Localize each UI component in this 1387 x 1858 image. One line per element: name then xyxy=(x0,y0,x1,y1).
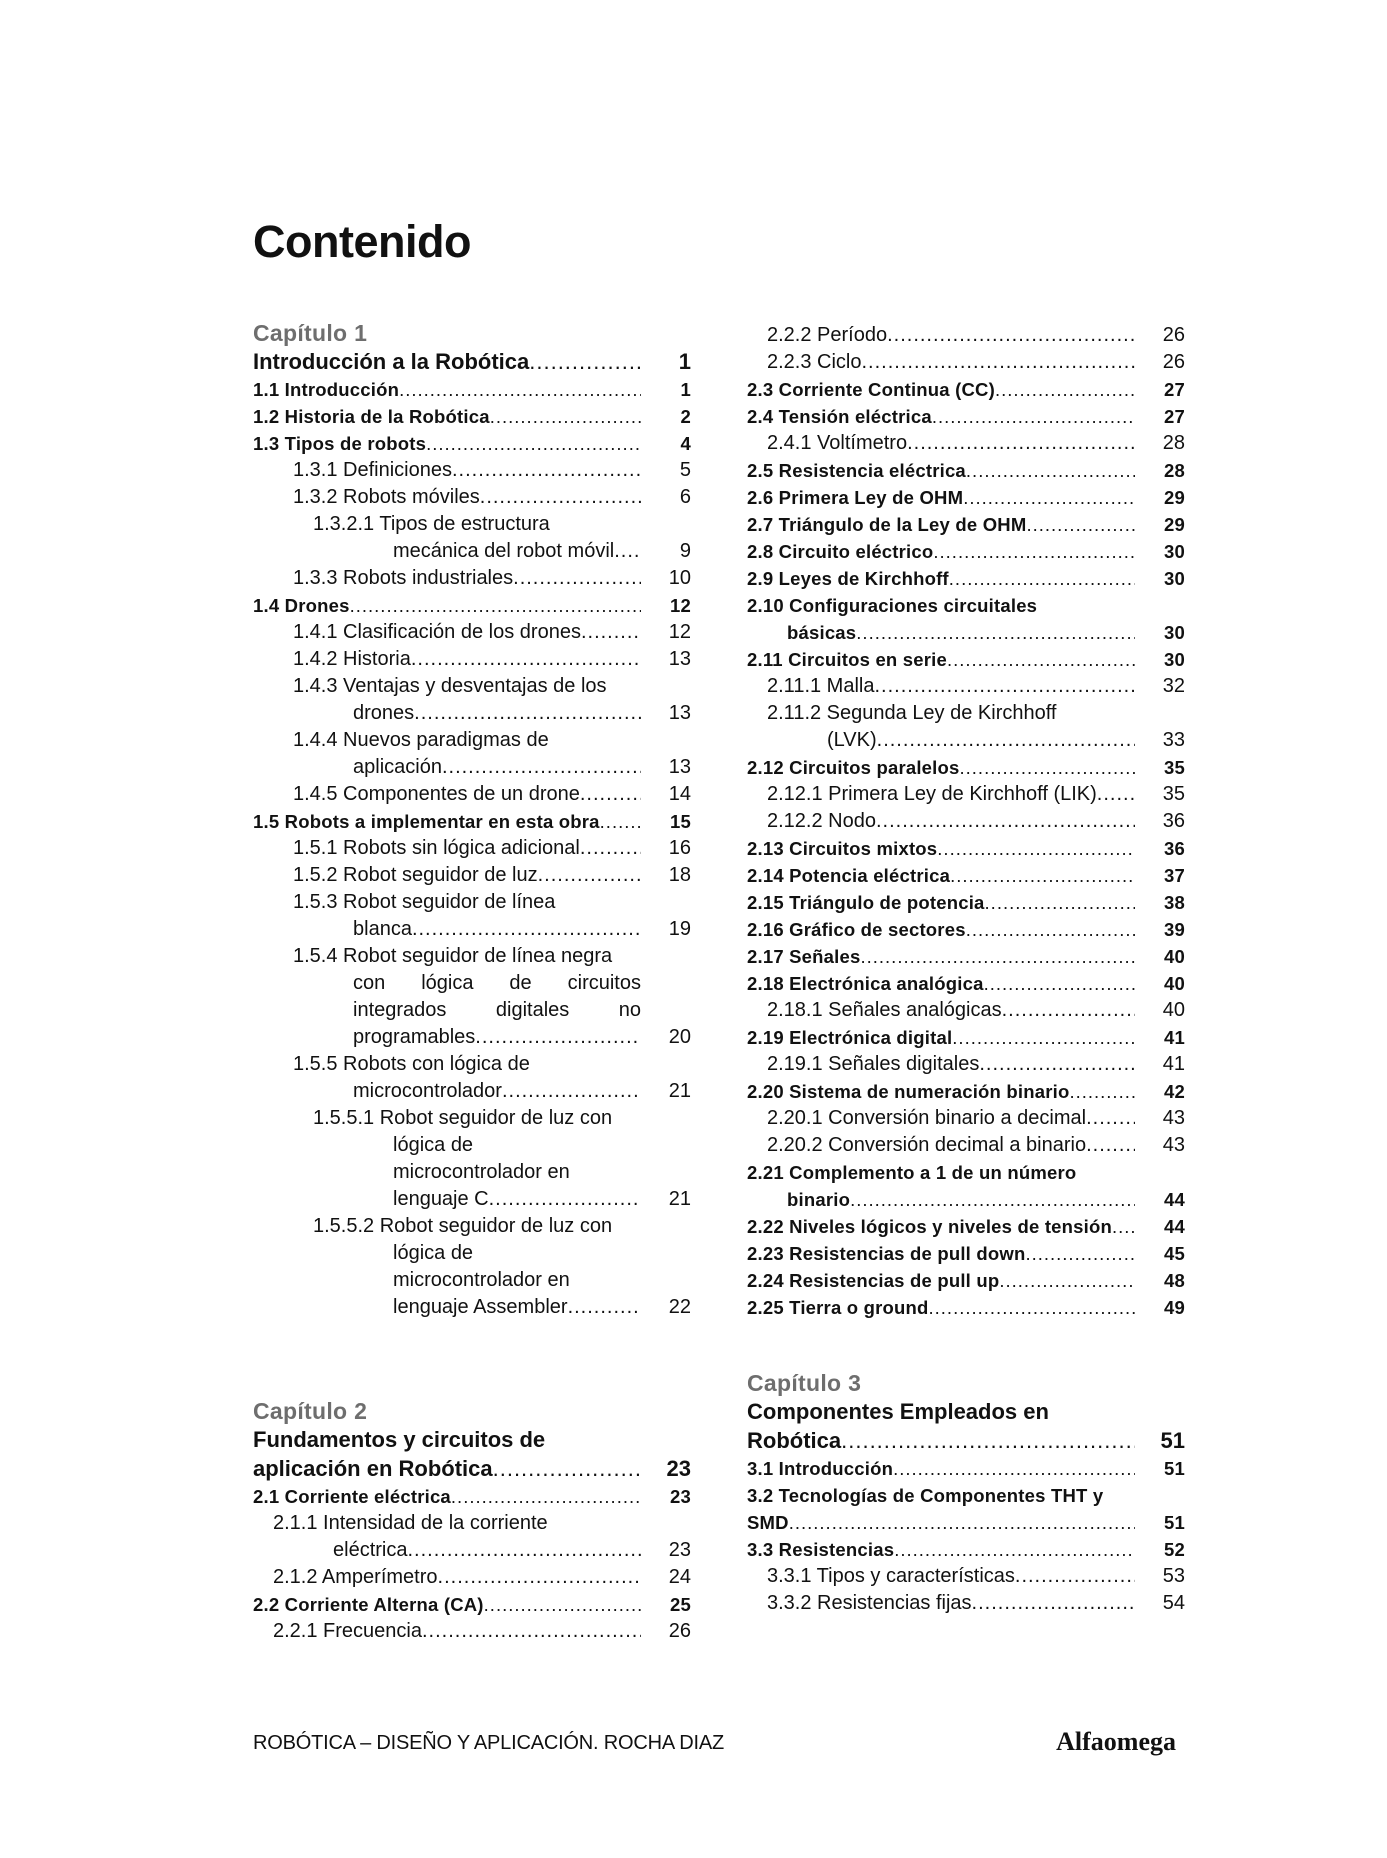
toc-entry[interactable]: 1.5 Robots a implementar en esta obra ..... 15 xyxy=(253,808,691,835)
toc-entry[interactable]: aplicación ..... 13 xyxy=(253,754,691,781)
toc-entry[interactable]: mecánica del robot móvil ..... 9 xyxy=(253,538,691,565)
toc-entry[interactable]: 1.1 Introducción ..... 1 xyxy=(253,376,691,403)
toc-entry[interactable]: programables ..... 20 xyxy=(253,1024,691,1051)
toc-entry[interactable]: 2.23 Resistencias de pull down ..... 45 xyxy=(747,1240,1185,1267)
toc-entry[interactable]: 2.2 Corriente Alterna (CA) ..... 25 xyxy=(253,1591,691,1618)
toc-entry[interactable]: 2.6 Primera Ley de OHM ..... 29 xyxy=(747,484,1185,511)
toc-entry[interactable]: 2.12.2 Nodo ..... 36 xyxy=(747,808,1185,835)
toc-entry[interactable]: eléctrica ..... 23 xyxy=(253,1537,691,1564)
toc-entry[interactable]: 1.3.1 Definiciones ..... 5 xyxy=(253,457,691,484)
toc-entry-line: 1.5.4 Robot seguidor de línea negra xyxy=(293,945,613,967)
toc-entry[interactable]: SMD ..... 51 xyxy=(747,1509,1185,1536)
toc-entry[interactable]: 2.2.1 Frecuencia ..... 26 xyxy=(253,1618,691,1645)
toc-entry[interactable]: 2.7 Triángulo de la Ley de OHM ..... 29 xyxy=(747,511,1185,538)
toc-entry-line: 2.10 Configuraciones circuitales xyxy=(747,595,1038,616)
toc-entry[interactable]: 2.11.1 Malla ..... 32 xyxy=(747,673,1185,700)
toc-entry[interactable]: 2.19 Electrónica digital ..... 41 xyxy=(747,1024,1185,1051)
toc-entry-line: 2.11.2 Segunda Ley de Kirchhoff xyxy=(767,702,1057,724)
toc-entry-line: 1.5.5.2 Robot seguidor de luz con xyxy=(313,1215,613,1237)
toc-entry-line: lógica de xyxy=(393,1242,474,1264)
toc-entry[interactable]: 2.4 Tensión eléctrica ..... 27 xyxy=(747,403,1185,430)
toc-entry-line: microcontrolador en xyxy=(393,1269,570,1291)
toc-entry[interactable]: 3.1 Introducción ..... 51 xyxy=(747,1455,1185,1482)
toc-entry[interactable]: 2.4.1 Voltímetro ..... 28 xyxy=(747,430,1185,457)
toc-entry[interactable]: lenguaje Assembler ..... 22 xyxy=(253,1294,691,1321)
toc-column-left xyxy=(253,320,691,1321)
toc-entry[interactable]: lenguaje C ..... 21 xyxy=(253,1186,691,1213)
toc-entry[interactable]: 2.20 Sistema de numeración binario ..... 42 xyxy=(747,1078,1185,1105)
toc-entry[interactable]: 1.5.1 Robots sin lógica adicional ..... 16 xyxy=(253,835,691,862)
toc-entry[interactable]: 1.3 Tipos de robots ..... 4 xyxy=(253,430,691,457)
toc-entry[interactable]: (LVK) ..... 33 xyxy=(747,727,1185,754)
toc-entry-line: 1.4.4 Nuevos paradigmas de xyxy=(293,729,549,751)
toc-entry-line: 2.21 Complemento a 1 de un número xyxy=(747,1162,1077,1183)
toc-entry[interactable]: drones ..... 13 xyxy=(253,700,691,727)
toc-entry-chapter-2[interactable]: aplicación en Robótica ..... 23 xyxy=(253,1454,691,1483)
toc-entry[interactable]: 2.13 Circuitos mixtos ..... 36 xyxy=(747,835,1185,862)
toc-entry-line: microcontrolador en xyxy=(393,1161,570,1183)
toc-entry[interactable]: 1.4.1 Clasificación de los drones ..... 12 xyxy=(253,619,691,646)
toc-entry[interactable]: 2.15 Triángulo de potencia ..... 38 xyxy=(747,889,1185,916)
toc-entry[interactable]: 2.19.1 Señales digitales ..... 41 xyxy=(747,1051,1185,1078)
toc-entry[interactable]: 3.3.2 Resistencias fijas ..... 54 xyxy=(747,1590,1185,1617)
toc-entry[interactable]: 2.11 Circuitos en serie ..... 30 xyxy=(747,646,1185,673)
toc-entry[interactable]: 2.8 Circuito eléctrico ..... 30 xyxy=(747,538,1185,565)
toc-entry-line: 3.2 Tecnologías de Componentes THT y xyxy=(747,1485,1104,1506)
toc-column-left-chapter-2 xyxy=(253,1398,691,1645)
toc-entry-line: 1.5.5 Robots con lógica de xyxy=(293,1053,530,1075)
toc-entry[interactable]: 2.18.1 Señales analógicas ..... 40 xyxy=(747,997,1185,1024)
toc-entry[interactable]: 3.3 Resistencias ..... 52 xyxy=(747,1536,1185,1563)
toc-entry-line: 1.5.3 Robot seguidor de línea xyxy=(293,891,556,913)
toc-entry[interactable]: 2.1 Corriente eléctrica ..... 23 xyxy=(253,1483,691,1510)
page-title: Contenido xyxy=(253,216,471,267)
toc-entry[interactable]: microcontrolador ..... 21 xyxy=(253,1078,691,1105)
toc-entry-chapter-3[interactable]: Robótica ..... 51 xyxy=(747,1426,1185,1455)
chapter-title-line: Componentes Empleados en xyxy=(747,1399,1049,1424)
toc-entry-chapter-1[interactable]: Introducción a la Robótica ..... 1 xyxy=(253,347,691,376)
toc-entry[interactable]: 1.4 Drones ..... 12 xyxy=(253,592,691,619)
toc-entry[interactable]: 2.16 Gráfico de sectores ..... 39 xyxy=(747,916,1185,943)
toc-entry[interactable]: 2.20.1 Conversión binario a decimal ..... 43 xyxy=(747,1105,1185,1132)
toc-entry-line: 1.4.3 Ventajas y desventajas de los xyxy=(293,675,607,697)
toc-entry-line: 1.5.5.1 Robot seguidor de luz con xyxy=(313,1107,613,1129)
toc-entry[interactable]: 1.5.2 Robot seguidor de luz ..... 18 xyxy=(253,862,691,889)
toc-entry[interactable]: 2.1.2 Amperímetro ..... 24 xyxy=(253,1564,691,1591)
chapter-label: Capítulo 3 xyxy=(747,1370,862,1396)
chapter-label: Capítulo 2 xyxy=(253,1398,368,1424)
toc-entry[interactable]: 1.4.5 Componentes de un drone ..... 14 xyxy=(253,781,691,808)
toc-entry[interactable]: 2.9 Leyes de Kirchhoff ..... 30 xyxy=(747,565,1185,592)
toc-entry[interactable]: 2.2.2 Período ..... 26 xyxy=(747,322,1185,349)
toc-entry[interactable]: 2.12.1 Primera Ley de Kirchhoff (LIK) ..... 35 xyxy=(747,781,1185,808)
chapter-title-line: Fundamentos y circuitos de xyxy=(253,1427,546,1452)
toc-entry[interactable]: 2.25 Tierra o ground ..... 49 xyxy=(747,1294,1185,1321)
chapter-label: Capítulo 1 xyxy=(253,320,368,346)
toc-entry-line: integrados digitales no xyxy=(353,999,641,1021)
toc-entry[interactable]: 2.24 Resistencias de pull up ..... 48 xyxy=(747,1267,1185,1294)
toc-entry[interactable]: 2.14 Potencia eléctrica ..... 37 xyxy=(747,862,1185,889)
toc-entry[interactable]: 2.2.3 Ciclo ..... 26 xyxy=(747,349,1185,376)
toc-entry[interactable]: 1.3.2 Robots móviles ..... 6 xyxy=(253,484,691,511)
toc-entry[interactable]: 3.3.1 Tipos y características ..... 53 xyxy=(747,1563,1185,1590)
toc-entry[interactable]: blanca ..... 19 xyxy=(253,916,691,943)
footer-publisher-logo: Alfaomega xyxy=(1056,1727,1176,1756)
toc-entry[interactable]: 2.22 Niveles lógicos y niveles de tensión ..... 44 xyxy=(747,1213,1185,1240)
toc-entry-line: lógica de xyxy=(393,1134,474,1156)
toc-entry[interactable]: 1.2 Historia de la Robótica ..... 2 xyxy=(253,403,691,430)
toc-entry-line: con lógica de circuitos xyxy=(353,972,641,994)
toc-column-right xyxy=(747,322,1185,1321)
toc-entry[interactable]: 2.17 Señales ..... 40 xyxy=(747,943,1185,970)
toc-entry[interactable]: 2.12 Circuitos paralelos ..... 35 xyxy=(747,754,1185,781)
toc-entry[interactable]: 2.20.2 Conversión decimal a binario ..... 43 xyxy=(747,1132,1185,1159)
toc-entry[interactable]: binario ..... 44 xyxy=(747,1186,1185,1213)
toc-entry-line: 1.3.2.1 Tipos de estructura xyxy=(313,513,550,535)
toc-entry[interactable]: 1.4.2 Historia ..... 13 xyxy=(253,646,691,673)
toc-entry[interactable]: 1.3.3 Robots industriales ..... 10 xyxy=(253,565,691,592)
toc-entry[interactable]: 2.18 Electrónica analógica ..... 40 xyxy=(747,970,1185,997)
toc-column-right-chapter-3 xyxy=(747,1370,1185,1617)
toc-entry[interactable]: 2.3 Corriente Continua (CC) ..... 27 xyxy=(747,376,1185,403)
footer-book-title: ROBÓTICA – DISEÑO Y APLICACIÓN. ROCHA DIAZ xyxy=(253,1732,724,1754)
toc-entry[interactable]: 2.5 Resistencia eléctrica ..... 28 xyxy=(747,457,1185,484)
toc-entry[interactable]: básicas ..... 30 xyxy=(747,619,1185,646)
toc-entry-line: 2.1.1 Intensidad de la corriente xyxy=(273,1512,548,1534)
